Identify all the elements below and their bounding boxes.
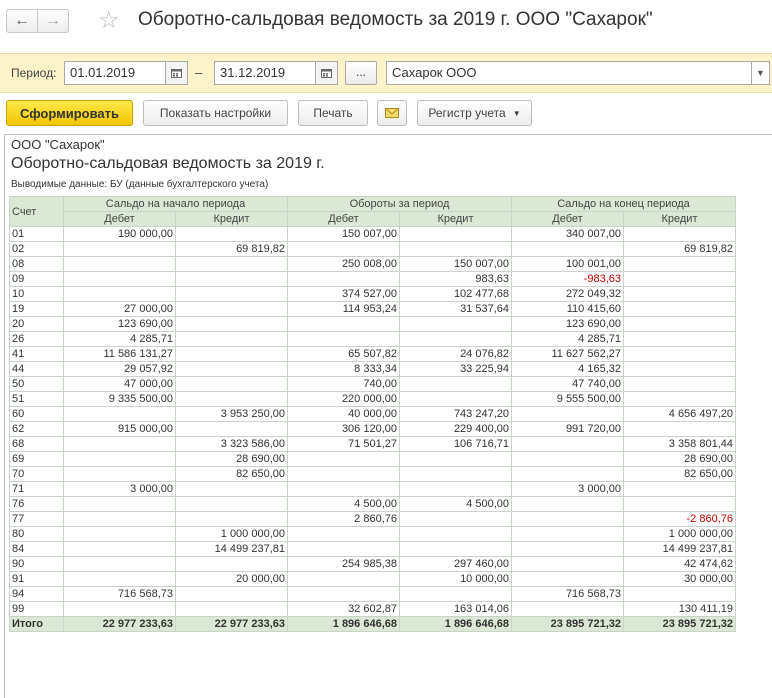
opening-debit-cell[interactable] bbox=[64, 602, 176, 617]
opening-credit-cell[interactable]: 14 499 237,81 bbox=[176, 542, 288, 557]
opening-debit-cell[interactable]: 190 000,00 bbox=[64, 227, 176, 242]
report-area[interactable] bbox=[4, 134, 772, 698]
table-row[interactable] bbox=[10, 317, 736, 332]
header-turnover-debit: Дебет bbox=[288, 212, 400, 227]
account-cell[interactable]: 91 bbox=[10, 572, 64, 587]
table-row[interactable] bbox=[10, 512, 736, 527]
turnover-debit-cell[interactable] bbox=[288, 542, 400, 557]
turnover-credit-cell[interactable]: 297 460,00 bbox=[400, 557, 512, 572]
opening-credit-cell[interactable] bbox=[176, 587, 288, 602]
closing-debit-cell[interactable] bbox=[512, 467, 624, 482]
period-from-input[interactable]: 01.01.2019 bbox=[64, 61, 166, 85]
opening-credit-cell[interactable]: 20 000,00 bbox=[176, 572, 288, 587]
table-row[interactable] bbox=[10, 557, 736, 572]
table-row[interactable] bbox=[10, 452, 736, 467]
closing-debit-cell[interactable] bbox=[512, 572, 624, 587]
envelope-icon bbox=[385, 108, 399, 118]
header-closing-debit: Дебет bbox=[512, 212, 624, 227]
turnover-credit-cell[interactable] bbox=[400, 542, 512, 557]
closing-credit-cell[interactable] bbox=[624, 422, 736, 437]
organization-dropdown-button[interactable] bbox=[752, 61, 770, 85]
opening-debit-cell[interactable] bbox=[64, 242, 176, 257]
calendar-icon bbox=[321, 68, 332, 78]
account-cell[interactable]: 08 bbox=[10, 257, 64, 272]
turnover-debit-cell[interactable]: 2 860,76 bbox=[288, 512, 400, 527]
table-row[interactable] bbox=[10, 572, 736, 587]
opening-credit-cell[interactable] bbox=[176, 362, 288, 377]
closing-credit-cell[interactable]: 30 000,00 bbox=[624, 572, 736, 587]
print-button[interactable]: Печать bbox=[298, 100, 368, 126]
account-cell[interactable]: 62 bbox=[10, 422, 64, 437]
opening-debit-cell[interactable] bbox=[64, 557, 176, 572]
closing-credit-cell[interactable]: 130 411,19 bbox=[624, 602, 736, 617]
opening-debit-cell[interactable]: 915 000,00 bbox=[64, 422, 176, 437]
header-turnover-credit: Кредит bbox=[400, 212, 512, 227]
turnover-debit-cell[interactable]: 1 896 646,68 bbox=[288, 617, 400, 632]
header-opening-debit: Дебет bbox=[64, 212, 176, 227]
table-row[interactable] bbox=[10, 302, 736, 317]
closing-debit-cell[interactable]: 123 690,00 bbox=[512, 317, 624, 332]
window-title: Оборотно-сальдовая ведомость за 2019 г. ООО "Сахарок" bbox=[138, 9, 653, 30]
header-closing-credit: Кредит bbox=[624, 212, 736, 227]
account-cell[interactable]: 99 bbox=[10, 602, 64, 617]
header-account: Счет bbox=[10, 197, 64, 227]
calendar-from-button[interactable] bbox=[166, 61, 188, 85]
closing-debit-cell[interactable] bbox=[512, 497, 624, 512]
closing-credit-cell[interactable] bbox=[624, 362, 736, 377]
closing-credit-cell[interactable]: 42 474,62 bbox=[624, 557, 736, 572]
closing-debit-cell[interactable]: -983,63 bbox=[512, 272, 624, 287]
closing-credit-cell[interactable] bbox=[624, 257, 736, 272]
turnover-debit-cell[interactable]: 40 000,00 bbox=[288, 407, 400, 422]
turnover-debit-cell[interactable]: 114 953,24 bbox=[288, 302, 400, 317]
forward-button[interactable] bbox=[37, 9, 69, 33]
turnover-credit-cell[interactable]: 102 477,68 bbox=[400, 287, 512, 302]
account-cell[interactable]: 10 bbox=[10, 287, 64, 302]
turnover-debit-cell[interactable] bbox=[288, 467, 400, 482]
header-opening-balance: Сальдо на начало периода bbox=[64, 197, 288, 212]
turnover-credit-cell[interactable]: 31 537,64 bbox=[400, 302, 512, 317]
account-cell[interactable]: 02 bbox=[10, 242, 64, 257]
table-row[interactable] bbox=[10, 422, 736, 437]
turnover-credit-cell[interactable] bbox=[400, 467, 512, 482]
turnover-credit-cell[interactable]: 229 400,00 bbox=[400, 422, 512, 437]
period-bar bbox=[0, 53, 772, 93]
table-row[interactable] bbox=[10, 242, 736, 257]
closing-debit-cell[interactable] bbox=[512, 242, 624, 257]
opening-debit-cell[interactable] bbox=[64, 527, 176, 542]
table-row[interactable] bbox=[10, 467, 736, 482]
account-cell[interactable]: 44 bbox=[10, 362, 64, 377]
turnover-debit-cell[interactable]: 8 333,34 bbox=[288, 362, 400, 377]
chevron-down-icon: ▼ bbox=[756, 68, 765, 78]
table-row[interactable] bbox=[10, 527, 736, 542]
calendar-icon bbox=[171, 68, 182, 78]
turnover-debit-cell[interactable]: 250 008,00 bbox=[288, 257, 400, 272]
opening-credit-cell[interactable] bbox=[176, 302, 288, 317]
opening-credit-cell[interactable]: 82 650,00 bbox=[176, 467, 288, 482]
closing-credit-cell[interactable] bbox=[624, 482, 736, 497]
closing-credit-cell[interactable] bbox=[624, 317, 736, 332]
closing-credit-cell[interactable] bbox=[624, 587, 736, 602]
table-row[interactable] bbox=[10, 407, 736, 422]
account-cell[interactable]: 01 bbox=[10, 227, 64, 242]
opening-credit-cell[interactable] bbox=[176, 257, 288, 272]
opening-debit-cell[interactable]: 11 586 131,27 bbox=[64, 347, 176, 362]
closing-debit-cell[interactable]: 23 895 721,32 bbox=[512, 617, 624, 632]
table-row[interactable] bbox=[10, 362, 736, 377]
opening-debit-cell[interactable]: 47 000,00 bbox=[64, 377, 176, 392]
generate-button[interactable]: Сформировать bbox=[6, 100, 133, 126]
account-cell[interactable]: 71 bbox=[10, 482, 64, 497]
turnover-credit-cell[interactable] bbox=[400, 392, 512, 407]
opening-credit-cell[interactable] bbox=[176, 392, 288, 407]
turnover-credit-cell[interactable] bbox=[400, 452, 512, 467]
closing-debit-cell[interactable]: 3 000,00 bbox=[512, 482, 624, 497]
closing-debit-cell[interactable]: 110 415,60 bbox=[512, 302, 624, 317]
opening-debit-cell[interactable]: 123 690,00 bbox=[64, 317, 176, 332]
turnover-credit-cell[interactable] bbox=[400, 317, 512, 332]
turnover-credit-cell[interactable]: 24 076,82 bbox=[400, 347, 512, 362]
turnover-credit-cell[interactable]: 4 500,00 bbox=[400, 497, 512, 512]
turnover-debit-cell[interactable] bbox=[288, 527, 400, 542]
closing-debit-cell[interactable] bbox=[512, 437, 624, 452]
turnover-credit-cell[interactable] bbox=[400, 332, 512, 347]
table-subheader-row bbox=[10, 212, 736, 227]
opening-credit-cell[interactable] bbox=[176, 227, 288, 242]
account-cell[interactable]: 90 bbox=[10, 557, 64, 572]
account-cell[interactable]: 77 bbox=[10, 512, 64, 527]
opening-debit-cell[interactable] bbox=[64, 437, 176, 452]
title-bar bbox=[0, 0, 772, 46]
turnover-debit-cell[interactable]: 740,00 bbox=[288, 377, 400, 392]
table-row[interactable] bbox=[10, 272, 736, 287]
closing-debit-cell[interactable] bbox=[512, 407, 624, 422]
closing-credit-cell[interactable] bbox=[624, 377, 736, 392]
opening-credit-cell[interactable]: 3 323 586,00 bbox=[176, 437, 288, 452]
opening-debit-cell[interactable] bbox=[64, 512, 176, 527]
closing-debit-cell[interactable] bbox=[512, 602, 624, 617]
opening-credit-cell[interactable] bbox=[176, 377, 288, 392]
opening-credit-cell[interactable] bbox=[176, 287, 288, 302]
closing-credit-cell[interactable] bbox=[624, 347, 736, 362]
arrow-right-icon: → bbox=[45, 12, 61, 29]
table-row[interactable] bbox=[10, 587, 736, 602]
closing-debit-cell[interactable]: 716 568,73 bbox=[512, 587, 624, 602]
table-header-row bbox=[10, 197, 736, 212]
account-cell[interactable]: 09 bbox=[10, 272, 64, 287]
opening-credit-cell[interactable]: 69 819,82 bbox=[176, 242, 288, 257]
account-cell[interactable]: 70 bbox=[10, 467, 64, 482]
closing-debit-cell[interactable]: 991 720,00 bbox=[512, 422, 624, 437]
closing-debit-cell[interactable]: 9 555 500,00 bbox=[512, 392, 624, 407]
opening-credit-cell[interactable] bbox=[176, 332, 288, 347]
header-opening-credit: Кредит bbox=[176, 212, 288, 227]
turnover-credit-cell[interactable] bbox=[400, 227, 512, 242]
closing-credit-cell[interactable] bbox=[624, 287, 736, 302]
opening-credit-cell[interactable] bbox=[176, 347, 288, 362]
account-cell[interactable]: 26 bbox=[10, 332, 64, 347]
table-row[interactable] bbox=[10, 392, 736, 407]
turnover-credit-cell[interactable]: 150 007,00 bbox=[400, 257, 512, 272]
opening-debit-cell[interactable] bbox=[64, 257, 176, 272]
closing-credit-cell[interactable] bbox=[624, 392, 736, 407]
opening-debit-cell[interactable] bbox=[64, 272, 176, 287]
closing-debit-cell[interactable]: 4 165,32 bbox=[512, 362, 624, 377]
turnover-credit-cell[interactable] bbox=[400, 512, 512, 527]
turnover-credit-cell[interactable]: 106 716,71 bbox=[400, 437, 512, 452]
report-organization: ООО "Сахарок" bbox=[11, 137, 105, 152]
turnover-credit-cell[interactable]: 1 896 646,68 bbox=[400, 617, 512, 632]
turnover-credit-cell[interactable]: 10 000,00 bbox=[400, 572, 512, 587]
total-row[interactable] bbox=[10, 617, 736, 632]
turnover-debit-cell[interactable] bbox=[288, 482, 400, 497]
closing-debit-cell[interactable] bbox=[512, 452, 624, 467]
account-cell[interactable]: 80 bbox=[10, 527, 64, 542]
register-dropdown-button[interactable] bbox=[417, 100, 532, 126]
table-row[interactable] bbox=[10, 497, 736, 512]
account-cell[interactable]: 84 bbox=[10, 542, 64, 557]
period-label: Период: bbox=[11, 66, 57, 80]
closing-credit-cell[interactable] bbox=[624, 497, 736, 512]
turnover-debit-cell[interactable]: 4 500,00 bbox=[288, 497, 400, 512]
account-cell[interactable]: 60 bbox=[10, 407, 64, 422]
turnover-debit-cell[interactable]: 65 507,82 bbox=[288, 347, 400, 362]
opening-credit-cell[interactable] bbox=[176, 497, 288, 512]
closing-credit-cell[interactable]: -2 860,76 bbox=[624, 512, 736, 527]
turnover-debit-cell[interactable]: 254 985,38 bbox=[288, 557, 400, 572]
opening-debit-cell[interactable] bbox=[64, 572, 176, 587]
closing-debit-cell[interactable] bbox=[512, 542, 624, 557]
opening-debit-cell[interactable] bbox=[64, 452, 176, 467]
account-cell[interactable]: 68 bbox=[10, 437, 64, 452]
account-cell[interactable]: 76 bbox=[10, 497, 64, 512]
table-row[interactable] bbox=[10, 602, 736, 617]
closing-debit-cell[interactable]: 100 001,00 bbox=[512, 257, 624, 272]
turnover-credit-cell[interactable] bbox=[400, 242, 512, 257]
turnover-debit-cell[interactable] bbox=[288, 572, 400, 587]
turnover-debit-cell[interactable] bbox=[288, 332, 400, 347]
closing-debit-cell[interactable]: 340 007,00 bbox=[512, 227, 624, 242]
back-button[interactable] bbox=[6, 9, 38, 33]
table-row[interactable] bbox=[10, 347, 736, 362]
opening-debit-cell[interactable] bbox=[64, 287, 176, 302]
account-cell[interactable]: 19 bbox=[10, 302, 64, 317]
period-separator: – bbox=[195, 65, 203, 80]
closing-credit-cell[interactable]: 82 650,00 bbox=[624, 467, 736, 482]
closing-debit-cell[interactable]: 11 627 562,27 bbox=[512, 347, 624, 362]
opening-credit-cell[interactable] bbox=[176, 272, 288, 287]
turnover-debit-cell[interactable]: 32 602,87 bbox=[288, 602, 400, 617]
turnover-credit-cell[interactable] bbox=[400, 377, 512, 392]
table-row[interactable] bbox=[10, 257, 736, 272]
closing-credit-cell[interactable]: 14 499 237,81 bbox=[624, 542, 736, 557]
report-title: Оборотно-сальдовая ведомость за 2019 г. bbox=[11, 155, 325, 172]
closing-credit-cell[interactable]: 3 358 801,44 bbox=[624, 437, 736, 452]
opening-credit-cell[interactable] bbox=[176, 317, 288, 332]
show-settings-button[interactable]: Показать настройки bbox=[143, 100, 288, 126]
opening-debit-cell[interactable] bbox=[64, 542, 176, 557]
opening-debit-cell[interactable]: 27 000,00 bbox=[64, 302, 176, 317]
table-row[interactable] bbox=[10, 482, 736, 497]
header-closing-balance: Сальдо на конец периода bbox=[512, 197, 736, 212]
turnover-credit-cell[interactable] bbox=[400, 482, 512, 497]
turnover-debit-cell[interactable] bbox=[288, 587, 400, 602]
account-cell[interactable]: 69 bbox=[10, 452, 64, 467]
opening-debit-cell[interactable]: 29 057,92 bbox=[64, 362, 176, 377]
table-row[interactable] bbox=[10, 287, 736, 302]
opening-debit-cell[interactable] bbox=[64, 467, 176, 482]
turnover-debit-cell[interactable]: 71 501,27 bbox=[288, 437, 400, 452]
opening-credit-cell[interactable]: 28 690,00 bbox=[176, 452, 288, 467]
closing-debit-cell[interactable]: 272 049,32 bbox=[512, 287, 624, 302]
table-row[interactable] bbox=[10, 542, 736, 557]
turnover-credit-cell[interactable]: 983,63 bbox=[400, 272, 512, 287]
turnover-debit-cell[interactable] bbox=[288, 452, 400, 467]
favorite-star-icon[interactable]: ☆ bbox=[98, 7, 120, 34]
chevron-down-icon: ▼ bbox=[512, 108, 521, 118]
opening-debit-cell[interactable]: 4 285,71 bbox=[64, 332, 176, 347]
closing-credit-cell[interactable] bbox=[624, 302, 736, 317]
calendar-to-button[interactable] bbox=[316, 61, 338, 85]
arrow-left-icon: ← bbox=[14, 12, 30, 29]
turnover-debit-cell[interactable] bbox=[288, 317, 400, 332]
opening-debit-cell[interactable]: 9 335 500,00 bbox=[64, 392, 176, 407]
turnover-credit-cell[interactable]: 33 225,94 bbox=[400, 362, 512, 377]
turnover-debit-cell[interactable] bbox=[288, 272, 400, 287]
turnover-credit-cell[interactable]: 743 247,20 bbox=[400, 407, 512, 422]
opening-debit-cell[interactable] bbox=[64, 497, 176, 512]
closing-credit-cell[interactable]: 1 000 000,00 bbox=[624, 527, 736, 542]
turnover-debit-cell[interactable]: 306 120,00 bbox=[288, 422, 400, 437]
closing-debit-cell[interactable]: 4 285,71 bbox=[512, 332, 624, 347]
closing-debit-cell[interactable] bbox=[512, 557, 624, 572]
register-label: Регистр учета bbox=[428, 106, 506, 120]
closing-credit-cell[interactable]: 28 690,00 bbox=[624, 452, 736, 467]
organization-select[interactable]: Сахарок ООО bbox=[386, 61, 752, 85]
closing-debit-cell[interactable] bbox=[512, 527, 624, 542]
table-row[interactable] bbox=[10, 332, 736, 347]
period-to-input[interactable]: 31.12.2019 bbox=[214, 61, 316, 85]
account-cell[interactable]: 51 bbox=[10, 392, 64, 407]
turnover-debit-cell[interactable] bbox=[288, 242, 400, 257]
report-output-data: Выводимые данные: БУ (данные бухгалтерского учета) bbox=[11, 179, 269, 190]
closing-credit-cell[interactable] bbox=[624, 227, 736, 242]
opening-debit-cell[interactable]: 22 977 233,63 bbox=[64, 617, 176, 632]
opening-debit-cell[interactable]: 716 568,73 bbox=[64, 587, 176, 602]
turnover-credit-cell[interactable] bbox=[400, 587, 512, 602]
closing-debit-cell[interactable] bbox=[512, 512, 624, 527]
opening-credit-cell[interactable] bbox=[176, 482, 288, 497]
closing-debit-cell[interactable]: 47 740,00 bbox=[512, 377, 624, 392]
header-turnover: Обороты за период bbox=[288, 197, 512, 212]
turnover-credit-cell[interactable] bbox=[400, 527, 512, 542]
closing-credit-cell[interactable]: 69 819,82 bbox=[624, 242, 736, 257]
table-row[interactable] bbox=[10, 377, 736, 392]
closing-credit-cell[interactable] bbox=[624, 272, 736, 287]
account-cell[interactable]: 41 bbox=[10, 347, 64, 362]
turnover-debit-cell[interactable]: 374 527,00 bbox=[288, 287, 400, 302]
turnover-credit-cell[interactable]: 163 014,06 bbox=[400, 602, 512, 617]
opening-debit-cell[interactable]: 3 000,00 bbox=[64, 482, 176, 497]
opening-credit-cell[interactable]: 22 977 233,63 bbox=[176, 617, 288, 632]
account-cell[interactable]: 50 bbox=[10, 377, 64, 392]
opening-credit-cell[interactable] bbox=[176, 512, 288, 527]
closing-credit-cell[interactable] bbox=[624, 332, 736, 347]
account-cell[interactable]: 20 bbox=[10, 317, 64, 332]
opening-credit-cell[interactable] bbox=[176, 602, 288, 617]
table-row[interactable] bbox=[10, 227, 736, 242]
period-select-button[interactable]: ... bbox=[345, 61, 377, 85]
opening-debit-cell[interactable] bbox=[64, 407, 176, 422]
email-button[interactable] bbox=[377, 100, 407, 126]
opening-credit-cell[interactable]: 3 953 250,00 bbox=[176, 407, 288, 422]
closing-credit-cell[interactable]: 23 895 721,32 bbox=[624, 617, 736, 632]
opening-credit-cell[interactable] bbox=[176, 422, 288, 437]
balance-sheet-table bbox=[9, 196, 736, 632]
opening-credit-cell[interactable]: 1 000 000,00 bbox=[176, 527, 288, 542]
turnover-debit-cell[interactable]: 150 007,00 bbox=[288, 227, 400, 242]
opening-credit-cell[interactable] bbox=[176, 557, 288, 572]
account-cell[interactable]: 94 bbox=[10, 587, 64, 602]
turnover-debit-cell[interactable]: 220 000,00 bbox=[288, 392, 400, 407]
table-row[interactable] bbox=[10, 437, 736, 452]
account-cell[interactable]: Итого bbox=[10, 617, 64, 632]
closing-credit-cell[interactable]: 4 656 497,20 bbox=[624, 407, 736, 422]
